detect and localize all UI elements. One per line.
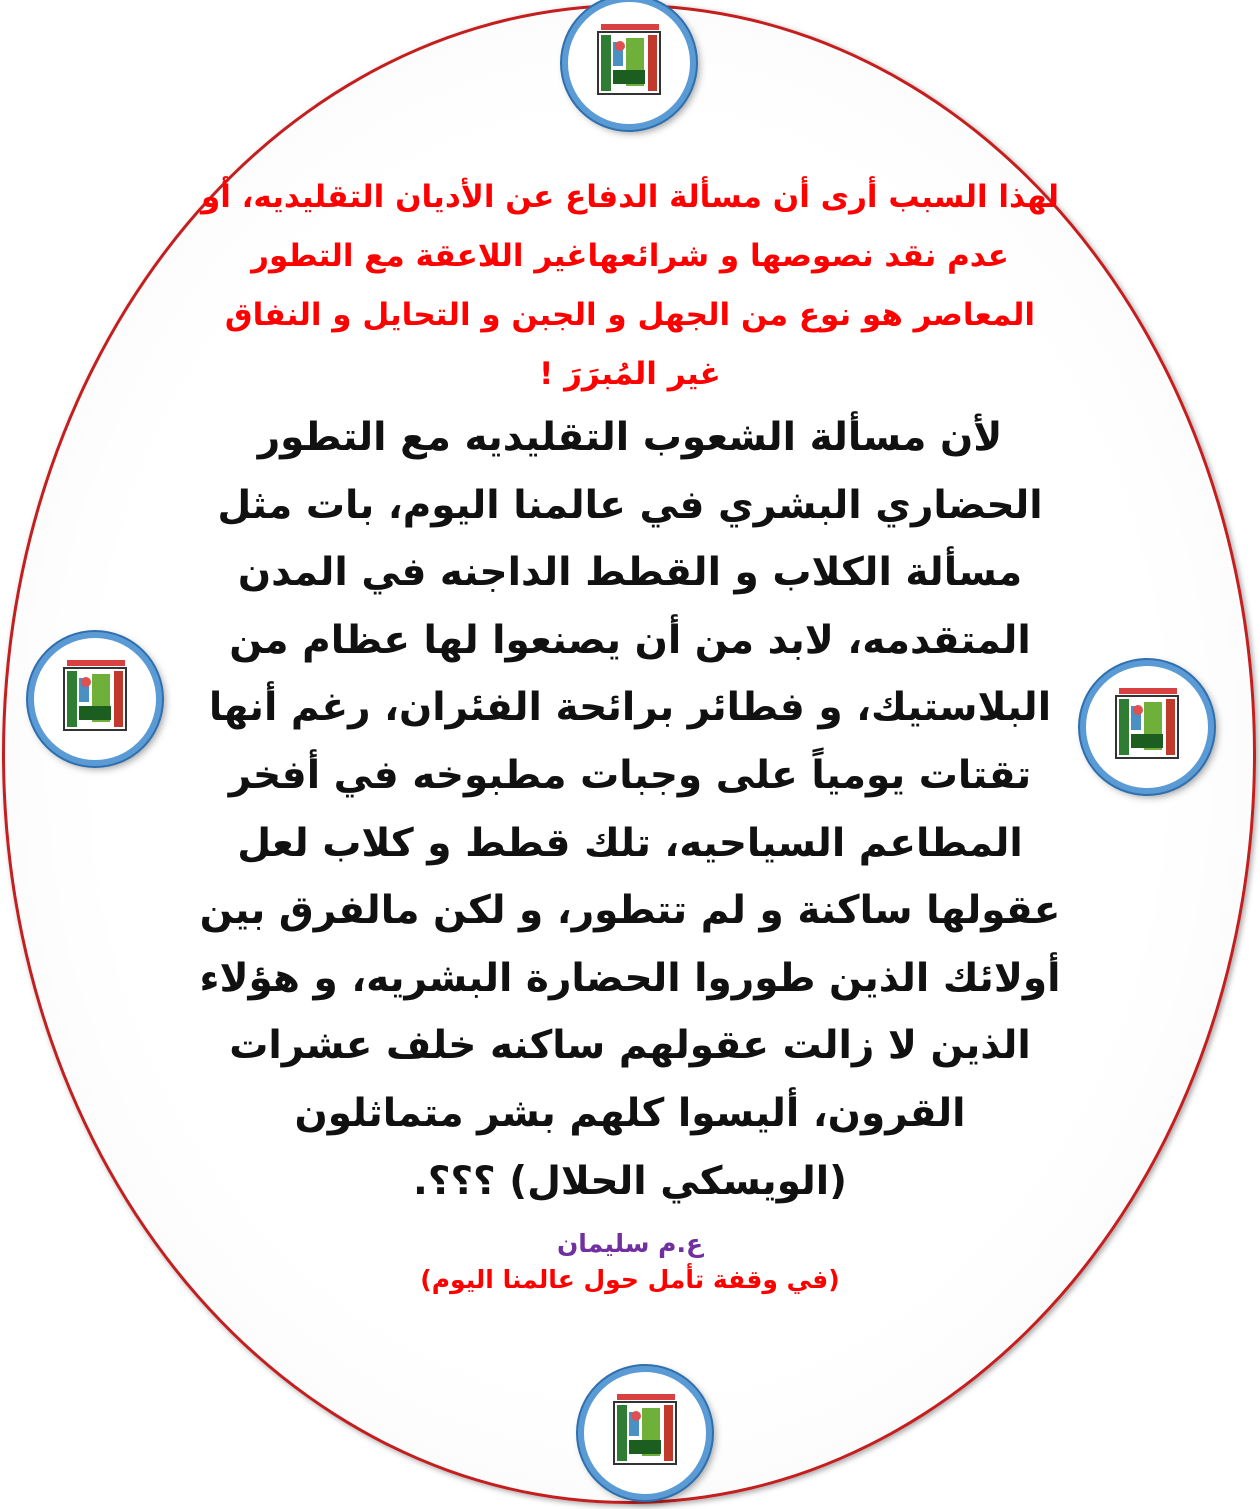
main-paragraph: لأن مسألة الشعوب التقليديه مع التطور الحضاري البشري في عالمنا اليوم، بات مثل مسألة الكلاب و القطط الداجنه في المدن المتقدمه، لابد من أن يصنعوا لها عظام من البلاستيك، و فطائر برائحة الفئران، رغم أنها تقتات يومياً على وجبات مطبوخه في أفخر المطاعم السياحيه، تلك قطط و كلاب لعل عقولها ساكنة و لم تتطور، و لكن مالفرق بين أولائك الذين طوروا الحضارة البشريه، و هؤلاء الذين لا زالت عقولهم ساكنه خلف عشرات القرون، أليسوا كلهم بشر متماثلون (الويسكي الحلال) ؟؟؟.: [199, 415, 1061, 1204]
author-signature: ع.م سليمان: [556, 1229, 704, 1259]
logo-emblem-icon: [578, 1366, 712, 1500]
red-paragraph: لهذا السبب أرى أن مسألة الدفاع عن الأديان التقليديه، أو عدم نقد نصوصها و شرائعهاغير اللاعقة مع التطور المعاصر هو نوع من الجهل و الجبن و التحايل و النفاق غير المُبرَرَ !: [200, 179, 1060, 392]
text-content: [150, 168, 1110, 1297]
logo-emblem-icon: [562, 0, 696, 130]
logo-emblem-icon: [28, 632, 162, 766]
source-note: (في وقفة تأمل حول عالمنا اليوم): [420, 1265, 840, 1295]
